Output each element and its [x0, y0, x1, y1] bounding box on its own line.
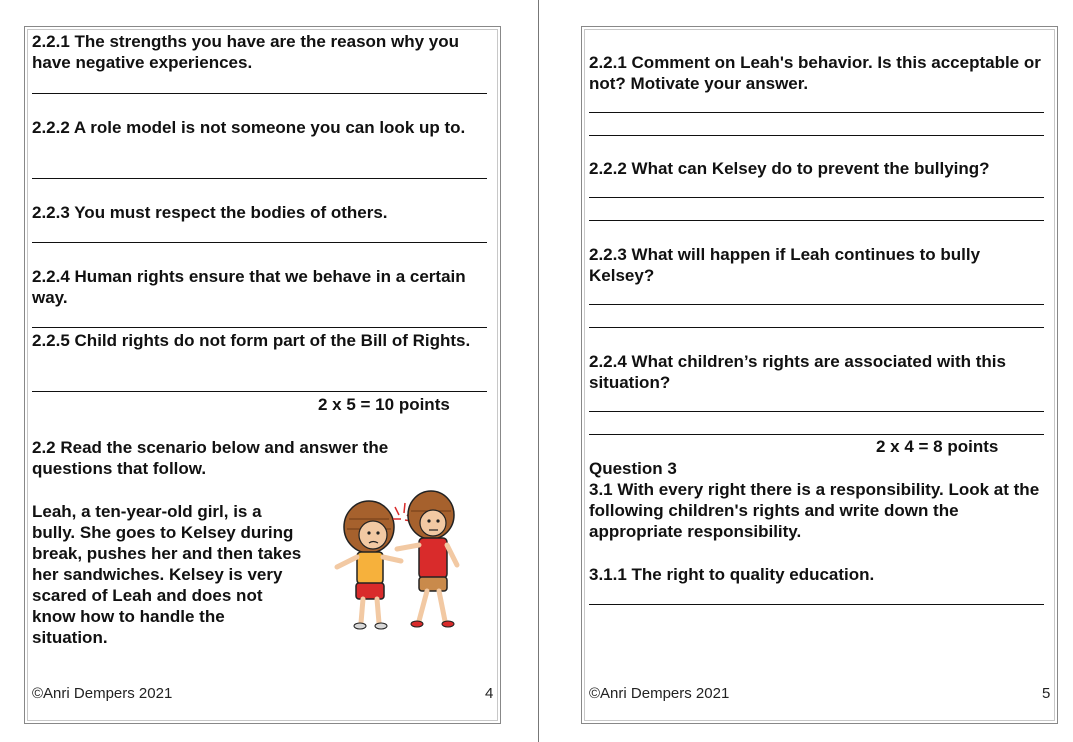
answer-line[interactable]: [589, 135, 1044, 136]
statement-2-2-2: 2.2.2 A role model is not someone you can look up to.: [32, 118, 466, 137]
answer-line[interactable]: [589, 112, 1044, 113]
answer-line[interactable]: [589, 434, 1044, 435]
page-number: 4: [485, 685, 494, 702]
answer-line[interactable]: [32, 391, 487, 392]
answer-line[interactable]: [589, 197, 1044, 198]
victim-figure: [337, 501, 401, 629]
answer-line[interactable]: [589, 411, 1044, 412]
section-2-2-instruction: 2.2 Read the scenario below and answer the questions that follow.: [32, 438, 389, 478]
question-2-2-2: 2.2.2 What can Kelsey do to prevent the bullying?: [589, 159, 990, 178]
answer-line[interactable]: [589, 604, 1044, 605]
question-2-2-3: 2.2.3 What will happen if Leah continues to bully Kelsey?: [589, 245, 981, 285]
question-3-title: Question 3: [589, 459, 677, 478]
question-3-1-1: 3.1.1 The right to quality education.: [589, 565, 875, 584]
copyright-footer: ©Anri Dempers 2021: [32, 685, 173, 702]
statement-2-2-1: 2.2.1 The strengths you have are the reason why you have negative experiences.: [32, 32, 460, 72]
answer-line[interactable]: [32, 93, 487, 94]
copyright-footer: ©Anri Dempers 2021: [589, 685, 730, 702]
statement-2-2-4: 2.2.4 Human rights ensure that we behave in a certain way.: [32, 267, 466, 307]
answer-line[interactable]: [589, 304, 1044, 305]
answer-line[interactable]: [589, 220, 1044, 221]
question-2-2-4: 2.2.4 What children’s rights are associated with this situation?: [589, 352, 1006, 392]
bully-figure: [397, 491, 457, 627]
worksheet-page-4: [24, 26, 501, 724]
statement-2-2-3: 2.2.3 You must respect the bodies of others.: [32, 203, 388, 222]
answer-line[interactable]: [589, 327, 1044, 328]
answer-line[interactable]: [32, 327, 487, 328]
worksheet-page-5: [581, 26, 1058, 724]
question-2-2-1: 2.2.1 Comment on Leah's behavior. Is this acceptable or not? Motivate your answer.: [589, 53, 1041, 93]
scenario-text: Leah, a ten-year-old girl, is a bully. She goes to Kelsey during break, pushes her and then takes her sandwiches. Kelsey is very scared of Leah and does not know how to handle the situation.: [32, 502, 302, 647]
page-number: 5: [1042, 685, 1051, 702]
page-divider: [538, 0, 539, 742]
question-3-1-intro: 3.1 With every right there is a responsibility. Look at the following children's rights and write down the appropriate responsibility.: [589, 480, 1040, 541]
answer-line[interactable]: [32, 242, 487, 243]
score-label: 2 x 5 = 10 points: [318, 395, 450, 414]
score-label: 2 x 4 = 8 points: [876, 437, 999, 456]
statement-2-2-5: 2.2.5 Child rights do not form part of the Bill of Rights.: [32, 331, 471, 350]
bullying-illustration: [327, 489, 477, 639]
answer-line[interactable]: [32, 178, 487, 179]
